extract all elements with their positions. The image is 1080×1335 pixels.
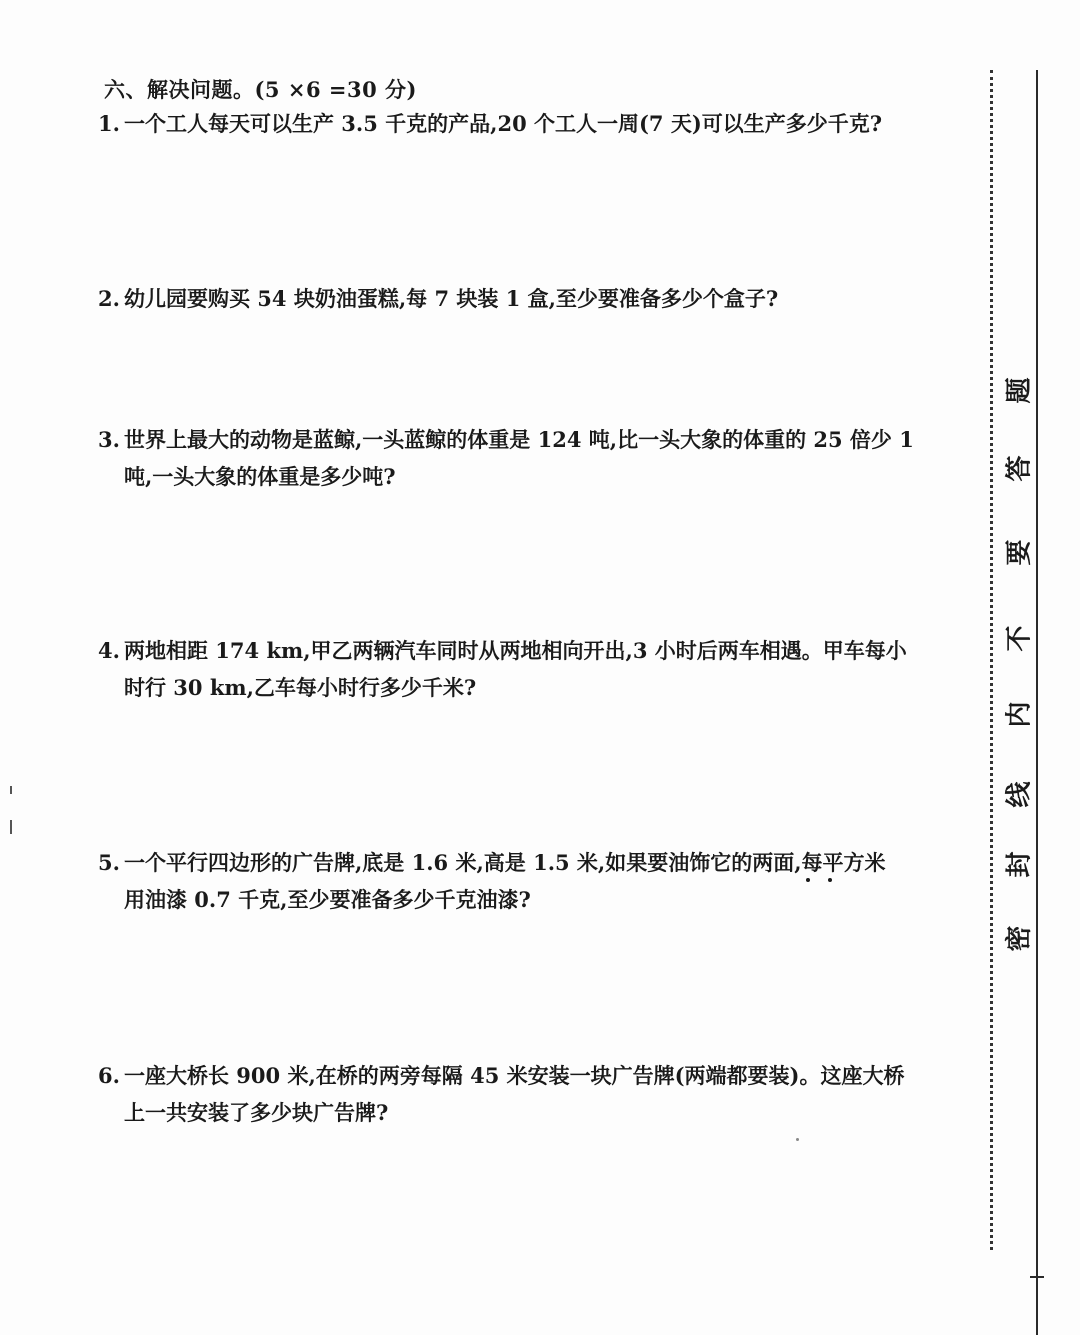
seal-char: 封 — [1004, 851, 1035, 878]
question-text: 一个平行四边形的广告牌,底是 1.6 米,高是 1.5 米,如果要油饰它的两面,每平方米 — [124, 850, 886, 875]
scan-mark — [10, 820, 12, 834]
question-3 — [98, 421, 958, 495]
question-text-continued: 上一共安装了多少块广告牌? — [124, 1100, 389, 1125]
seal-char: 题 — [1004, 377, 1035, 404]
seal-tick-mark — [1030, 1276, 1044, 1278]
question-6 — [98, 1057, 958, 1131]
emphasis-dot — [828, 878, 832, 882]
question-text: 幼儿园要购买 54 块奶油蛋糕,每 7 块装 1 盒,至少要准备多少个盒子? — [124, 286, 779, 311]
emphasis-dot — [806, 878, 810, 882]
question-text: 世界上最大的动物是蓝鲸,一头蓝鲸的体重是 124 吨,比一头大象的体重的 25 倍少 1 — [124, 427, 914, 452]
question-number: 2. — [98, 286, 120, 311]
seal-char: 密 — [1004, 925, 1035, 952]
section-title: 六、解决问题。(5 ×6 =30 分) — [104, 77, 417, 102]
question-4 — [98, 632, 958, 706]
scan-speck — [796, 1138, 799, 1141]
scan-mark — [10, 786, 12, 794]
seal-char: 不 — [1004, 625, 1035, 652]
question-number: 5. — [98, 850, 120, 875]
question-number: 3. — [98, 427, 120, 452]
question-1 — [98, 105, 958, 142]
question-number: 4. — [98, 638, 120, 663]
question-text: 一个工人每天可以生产 3.5 千克的产品,20 个工人一周(7 天)可以生产多少千克? — [124, 111, 883, 136]
question-text: 一座大桥长 900 米,在桥的两旁每隔 45 米安装一块广告牌(两端都要装)。这座大桥 — [124, 1063, 905, 1088]
seal-char: 答 — [1004, 455, 1035, 482]
seal-dotted-line — [990, 70, 993, 1250]
question-2 — [98, 280, 958, 317]
question-text-continued: 用油漆 0.7 千克,至少要准备多少千克油漆? — [124, 887, 531, 912]
seal-char: 内 — [1004, 701, 1035, 728]
seal-char: 线 — [1004, 781, 1035, 808]
question-text-continued: 吨,一头大象的体重是多少吨? — [124, 464, 396, 489]
question-text: 两地相距 174 km,甲乙两辆汽车同时从两地相向开出,3 小时后两车相遇。甲车每小 — [124, 638, 907, 663]
question-text-continued: 时行 30 km,乙车每小时行多少千米? — [124, 675, 477, 700]
seal-solid-line — [1036, 70, 1038, 1335]
question-number: 1. — [98, 111, 120, 136]
question-number: 6. — [98, 1063, 120, 1088]
seal-char: 要 — [1004, 539, 1035, 566]
